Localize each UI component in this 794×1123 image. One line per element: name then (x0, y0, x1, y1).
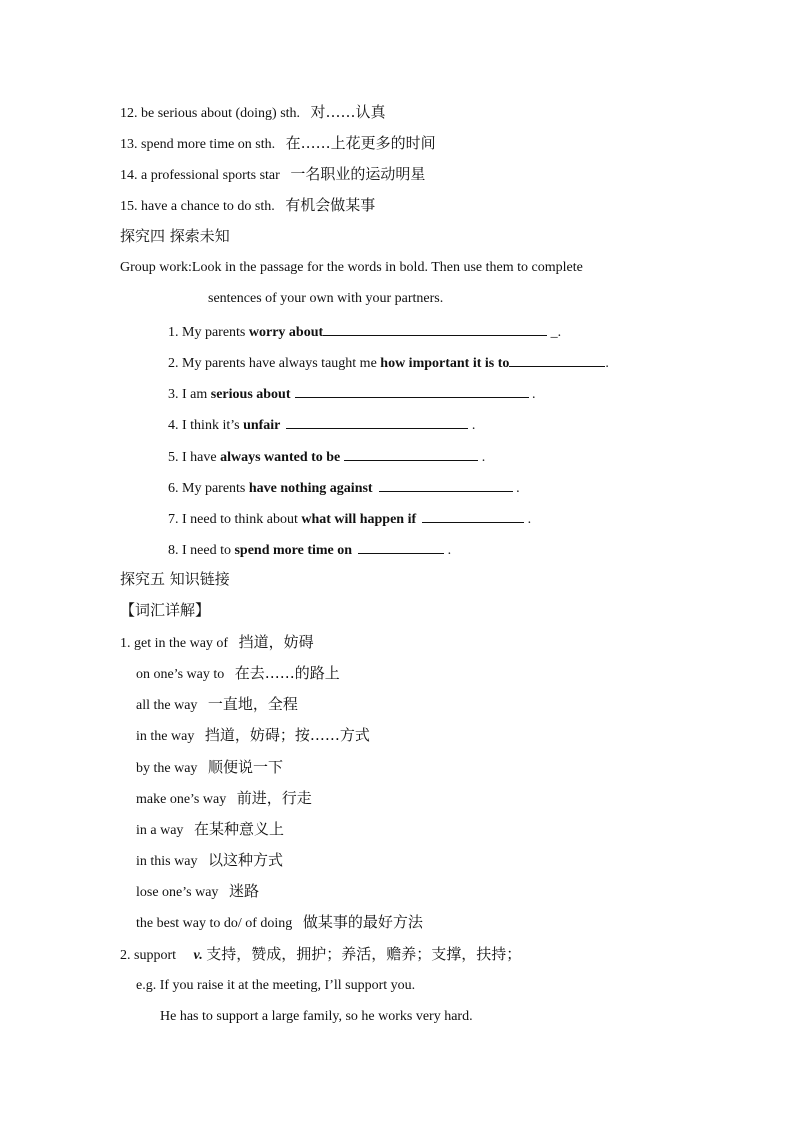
exercise-suffix: . (524, 512, 532, 527)
phrase-en: 15. have a chance to do sth. (120, 199, 275, 214)
exercise-suffix: _. (547, 325, 562, 340)
way-phrase-en: in a way (136, 823, 184, 838)
exercise-keyword: worry about (248, 325, 324, 340)
exercise-suffix: . (605, 356, 609, 371)
way-phrase-zh: 以这种方式 (207, 851, 283, 869)
phrase-en: 13. spend more time on sth. (120, 137, 276, 152)
way-phrase (136, 664, 340, 684)
exercise-prefix: 4. I think it’s (168, 418, 244, 433)
answer-blank[interactable] (358, 539, 444, 554)
way-phrase (136, 758, 283, 778)
way-phrase (136, 851, 283, 871)
way-phrase-en: lose one’s way (136, 885, 219, 900)
exercise-keyword: have nothing against (248, 481, 373, 496)
exercise-suffix: . (478, 450, 486, 465)
exercise-keyword: how important it is to (380, 356, 510, 371)
answer-blank[interactable] (295, 383, 529, 398)
exercise-keyword: always wanted to be (220, 450, 341, 465)
section-5-title: 探究五 知识链接 (120, 570, 230, 588)
example-sentence-2: He has to support a large family, so he works very hard. (160, 1009, 473, 1024)
exercise-1 (168, 321, 561, 342)
phrase-zh: 在……上花更多的时间 (285, 134, 436, 152)
exercise-keyword: what will happen if (301, 512, 417, 527)
exercise-6 (168, 477, 520, 498)
section-4-title: 探究四 探索未知 (120, 227, 230, 245)
way-phrase-en: the best way to do/ of doing (136, 916, 293, 931)
vocab-heading: 【词汇详解】 (120, 601, 211, 619)
phrase-14 (120, 165, 425, 185)
phrase-12 (120, 103, 386, 123)
support-meaning: 支持，赞成，拥护；养活，赡养；支撑，扶持； (206, 945, 522, 963)
way-phrase (120, 633, 314, 653)
group-work-line-1: Group work:Look in the passage for the words in bold. Then use them to complete (120, 260, 583, 275)
phrase-zh: 有机会做某事 (285, 196, 376, 214)
exercise-8 (168, 539, 451, 560)
way-phrase-zh: 在某种意义上 (193, 820, 284, 838)
exercise-prefix: 2. My parents have always taught me (168, 356, 381, 371)
part-of-speech: v. (193, 948, 203, 963)
phrase-en: 12. be serious about (doing) sth. (120, 106, 301, 121)
way-phrase-zh: 在去……的路上 (234, 664, 340, 682)
exercise-keyword: serious about (210, 387, 291, 402)
phrase-15 (120, 196, 375, 216)
way-phrase-zh: 一直地，全程 (207, 695, 298, 713)
exercise-2 (168, 352, 609, 373)
way-phrase (136, 789, 312, 809)
phrase-zh: 一名职业的运动明星 (290, 165, 426, 183)
way-phrase-en: by the way (136, 761, 198, 776)
exercise-prefix: 6. My parents (168, 481, 249, 496)
way-phrase-en: in the way (136, 729, 195, 744)
way-phrase-zh: 做某事的最好方法 (302, 913, 423, 931)
example-sentence-1: e.g. If you raise it at the meeting, I’ll support you. (136, 978, 416, 993)
way-phrase-en: in this way (136, 854, 198, 869)
answer-blank[interactable] (422, 508, 524, 523)
answer-blank[interactable] (323, 321, 547, 336)
way-phrase (136, 726, 370, 746)
exercise-prefix: 7. I need to think about (168, 512, 302, 527)
exercise-suffix: . (528, 387, 536, 402)
exercise-suffix: . (512, 481, 520, 496)
answer-blank[interactable] (379, 477, 513, 492)
phrase-zh: 对……认真 (310, 103, 386, 121)
exercise-5 (168, 446, 485, 467)
way-phrase-en: on one’s way to (136, 667, 225, 682)
group-work-line-2: sentences of your own with your partners. (208, 291, 444, 306)
exercise-4 (168, 414, 475, 435)
way-phrase (136, 913, 423, 933)
way-phrase-zh: 迷路 (228, 882, 259, 900)
way-phrase-zh: 前进，行走 (236, 789, 312, 807)
exercise-3 (168, 383, 536, 404)
exercise-prefix: 3. I am (168, 387, 211, 402)
support-entry (120, 945, 521, 965)
exercise-suffix: . (468, 418, 476, 433)
exercise-7 (168, 508, 531, 529)
exercise-keyword: spend more time on (234, 543, 353, 558)
phrase-en: 14. a professional sports star (120, 168, 280, 183)
way-phrase-zh: 顺便说一下 (207, 758, 283, 776)
way-phrase-en: make one’s way (136, 792, 227, 807)
answer-blank[interactable] (509, 352, 605, 367)
way-phrase (136, 695, 298, 715)
answer-blank[interactable] (344, 446, 478, 461)
exercise-prefix: 5. I have (168, 450, 221, 465)
answer-blank[interactable] (286, 414, 468, 429)
way-phrase-zh: 挡道，妨碍 (238, 633, 314, 651)
support-word: 2. support (120, 948, 176, 963)
way-phrase (136, 882, 259, 902)
way-phrase-en: 1. get in the way of (120, 636, 229, 651)
phrase-13 (120, 134, 436, 154)
way-phrase-zh: 挡道，妨碍；按……方式 (204, 726, 370, 744)
way-phrase (136, 820, 284, 840)
exercise-prefix: 8. I need to (168, 543, 235, 558)
exercise-keyword: unfair (243, 418, 281, 433)
exercise-suffix: . (444, 543, 452, 558)
way-phrase-en: all the way (136, 698, 198, 713)
exercise-prefix: 1. My parents (168, 325, 249, 340)
